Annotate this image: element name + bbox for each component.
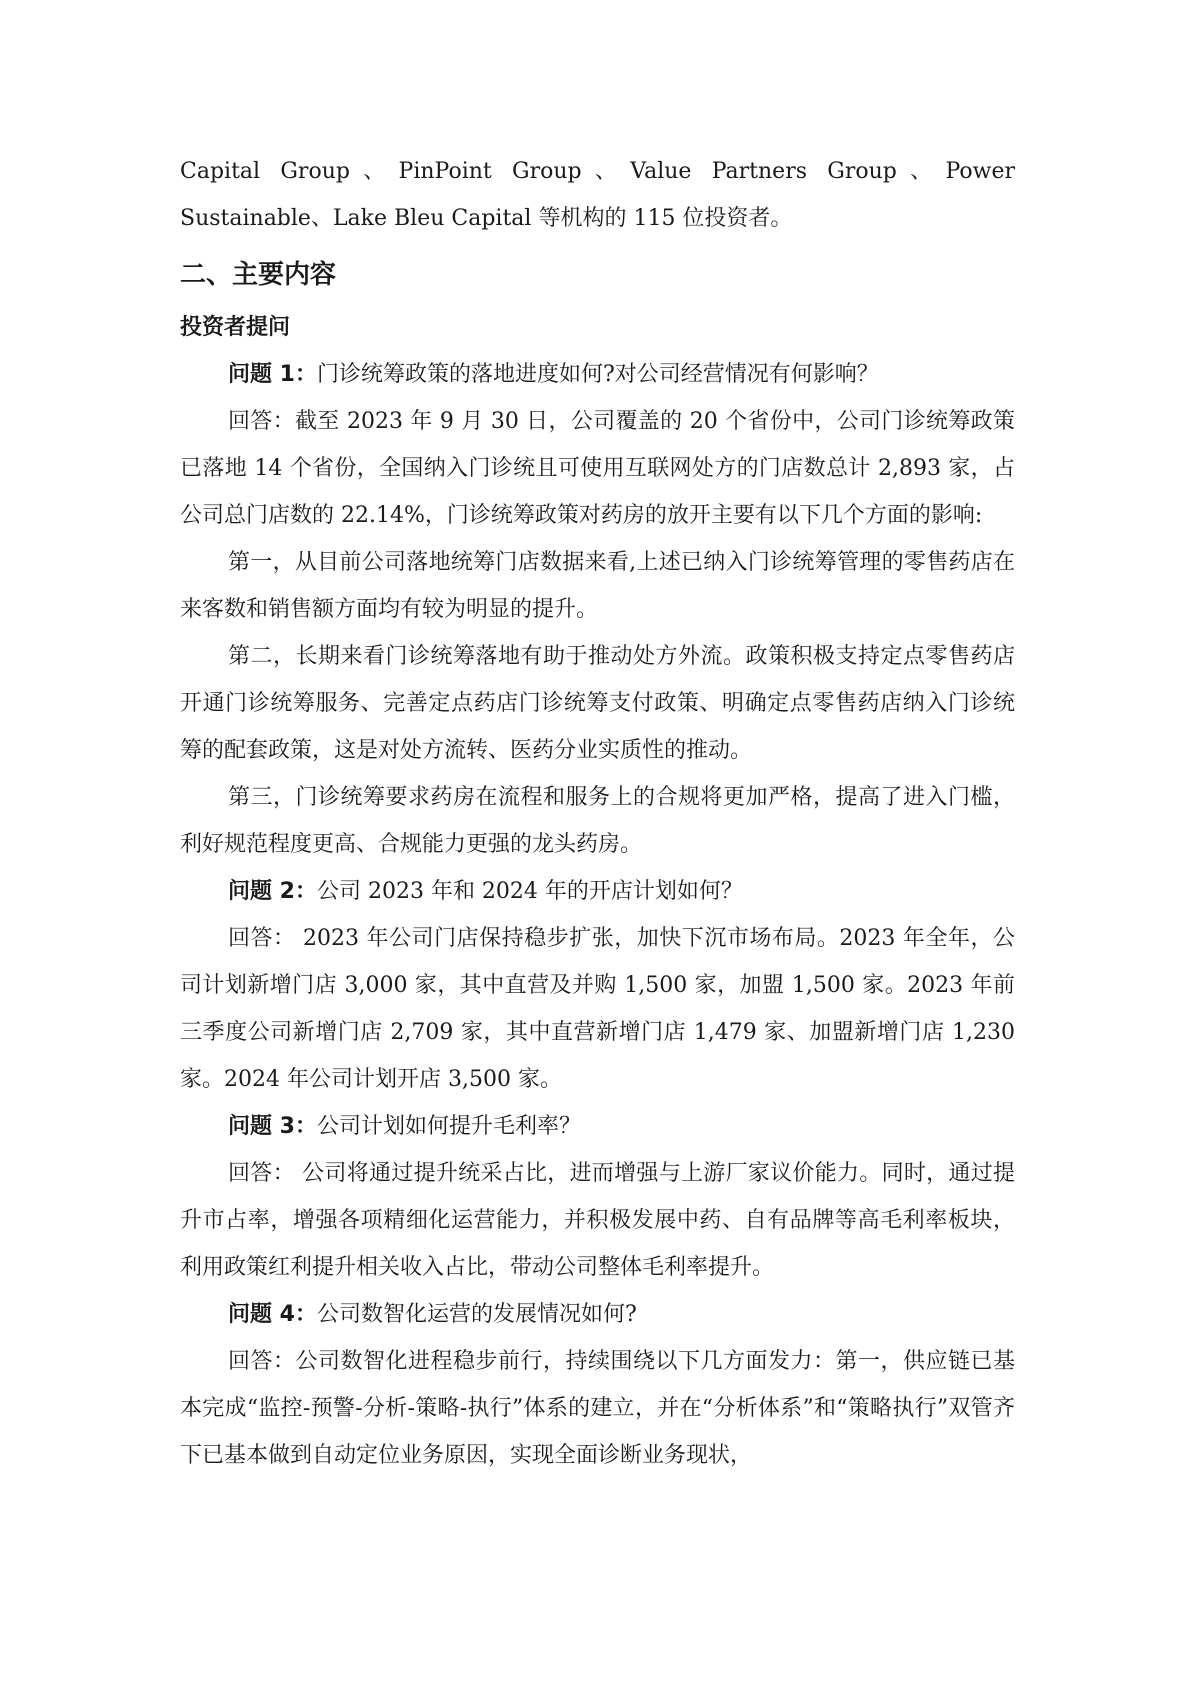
question-1 xyxy=(180,351,1015,398)
section-subheading: 投资者提问 xyxy=(180,315,291,340)
answer-1-paragraph-3: 第二，长期来看门诊统筹落地有助于推动处方外流。政策积极支持定点零售药店开通门诊统筹服务、完善定点药店门诊统筹支付政策、明确定点零售药店纳入门诊统筹的配套政策，这是对处方流转、医药分业实质性的推动。 xyxy=(180,644,1015,763)
answer-3-paragraph-1: 回答： 公司将通过提升统采占比，进而增强与上游厂家议价能力。同时，通过提升市占率，增强各项精细化运营能力，并积极发展中药、自有品牌等高毛利率板块，利用政策红利提升相关收入占比，带动公司整体毛利率提升。 xyxy=(180,1161,1015,1280)
intro-paragraph: Capital Group、PinPoint Group、Value Partners Group、Power Sustainable、Lake Bleu Capital 等机构的 115 位投资者。 xyxy=(180,159,1015,231)
question-label: 问题 3： xyxy=(228,1114,317,1139)
answer-1-paragraph-2: 第一，从目前公司落地统筹门店数据来看,上述已纳入门诊统筹管理的零售药店在来客数和销售额方面均有较为明显的提升。 xyxy=(180,550,1015,622)
question-text: 公司 2023 年和 2024 年的开店计划如何？ xyxy=(316,879,743,904)
answer-2-paragraph-1: 回答： 2023 年公司门店保持稳步扩张，加快下沉市场布局。2023 年全年，公司计划新增门店 3,000 家，其中直营及并购 1,500 家，加盟 1,500 家。2023 年前三季度公司新增门店 2,709 家，其中直营新增门店 1,479 家、加盟新增门店 1,230 家。2024 年公司计划开店 3,500 家。 xyxy=(180,926,1015,1092)
answer-4-paragraph-1: 回答：公司数智化进程稳步前行，持续围绕以下几方面发力：第一，供应链已基本完成“监控-预警-分析-策略-执行”体系的建立，并在“分析体系”和“策略执行”双管齐下已基本做到自动定位业务原因，实现全面诊断业务现状， xyxy=(180,1349,1015,1468)
question-text: 门诊统筹政策的落地进度如何?对公司经营情况有何影响？ xyxy=(316,362,879,387)
question-2 xyxy=(180,868,1015,915)
section-heading: 二、主要内容 xyxy=(180,260,337,290)
question-text: 公司计划如何提升毛利率？ xyxy=(316,1114,581,1139)
document-page xyxy=(180,148,1015,1479)
question-text: 公司数智化运营的发展情况如何? xyxy=(316,1302,637,1327)
answer-1-paragraph-4: 第三，门诊统筹要求药房在流程和服务上的合规将更加严格，提高了进入门槛，利好规范程度更高、合规能力更强的龙头药房。 xyxy=(180,785,1015,857)
question-label: 问题 4： xyxy=(228,1302,317,1327)
question-3 xyxy=(180,1103,1015,1150)
question-4 xyxy=(180,1291,1015,1338)
question-label: 问题 2： xyxy=(228,879,317,904)
answer-1-paragraph-1: 回答：截至 2023 年 9 月 30 日，公司覆盖的 20 个省份中，公司门诊统筹政策已落地 14 个省份，全国纳入门诊统且可使用互联网处方的门店数总计 2,893 家，占公司总门店数的 22.14%，门诊统筹政策对药房的放开主要有以下几个方面的影响: xyxy=(180,409,1015,528)
question-label: 问题 1： xyxy=(228,362,317,387)
